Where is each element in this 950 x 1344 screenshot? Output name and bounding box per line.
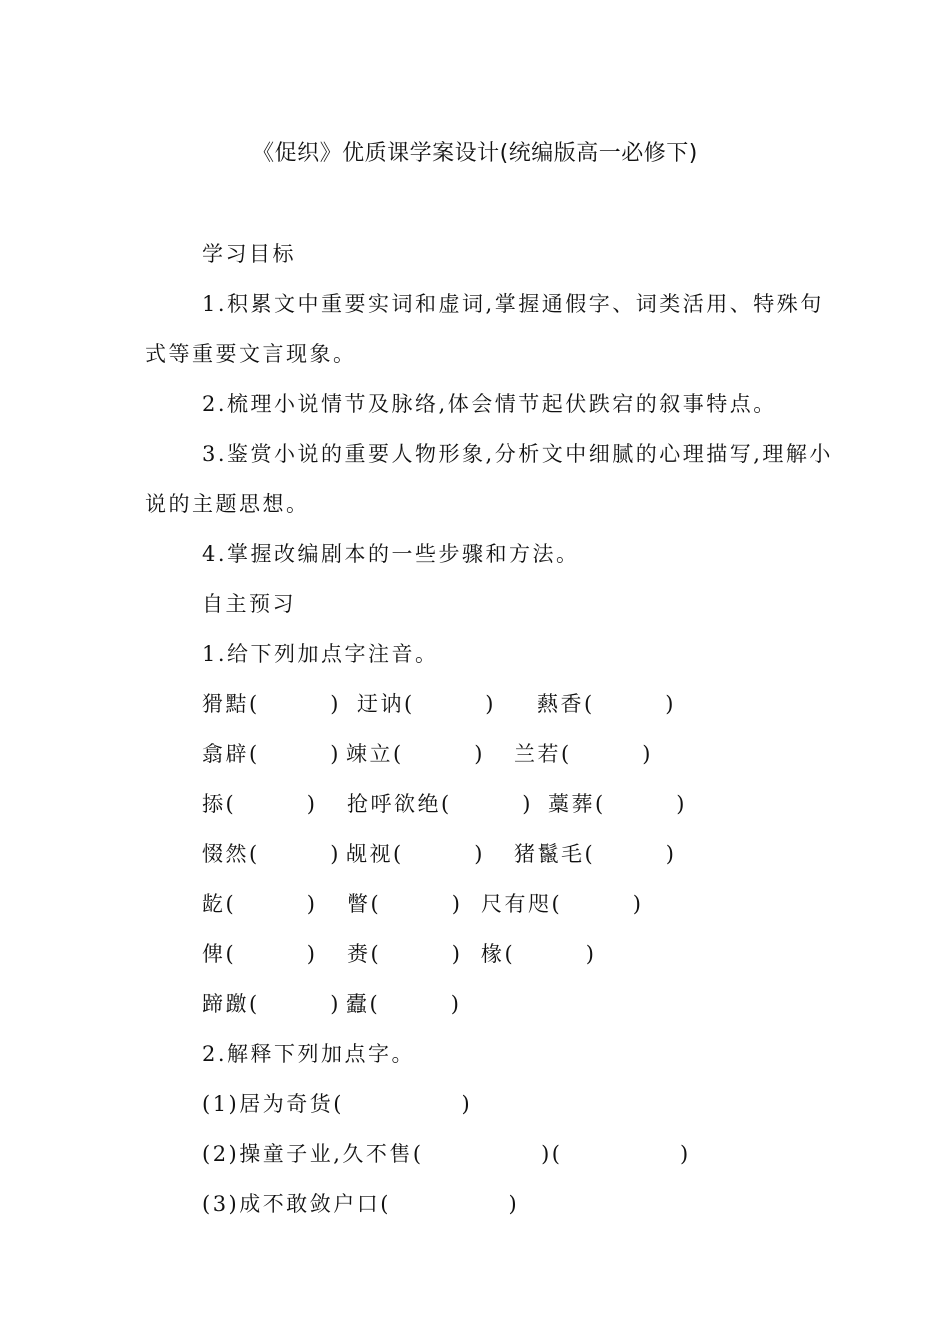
pinyin-item: 蹄躈( ) (202, 992, 341, 1016)
pinyin-item: 觇视( ) (346, 842, 485, 866)
page-title: 《促织》优质课学案设计(统编版高一必修下) (252, 141, 698, 166)
goal-item-1-line-2: 式等重要文言现象。 (145, 342, 357, 366)
definition-item-2: (2)操童子业,久不售( )( ) (202, 1142, 691, 1166)
pinyin-item: 猪鬣毛( ) (514, 842, 677, 866)
pinyin-item: 藁葬( ) (548, 792, 687, 816)
pinyin-item: 尺有咫( ) (481, 892, 644, 916)
pinyin-item: 蠹( ) (346, 992, 462, 1016)
pinyin-item: 掭( ) (202, 792, 318, 816)
goal-item-4: 4.掌握改编剧本的一些步骤和方法。 (202, 542, 580, 566)
pinyin-item: 椽( ) (481, 942, 597, 966)
goals-heading: 学习目标 (202, 242, 296, 266)
preview-question-1: 1.给下列加点字注音。 (202, 642, 439, 666)
pinyin-item: 猾黠( ) (202, 692, 341, 716)
pinyin-item: 抢呼欲绝( ) (347, 792, 533, 816)
pinyin-item: 惙然( ) (202, 842, 341, 866)
goal-item-2: 2.梳理小说情节及脉络,体会情节起伏跌宕的叙事特点。 (202, 392, 777, 416)
pinyin-item: 瞥( ) (347, 892, 463, 916)
definition-item-3: (3)成不敢敛户口( ) (202, 1192, 520, 1216)
pinyin-item: 竦立( ) (346, 742, 485, 766)
preview-heading: 自主预习 (202, 592, 296, 616)
goal-item-3-line-1: 3.鉴赏小说的重要人物形象,分析文中细腻的心理描写,理解小 (202, 442, 833, 466)
pinyin-item: 迂讷( ) (357, 692, 496, 716)
pinyin-item: 翕辟( ) (202, 742, 341, 766)
definition-item-1: (1)居为奇货( ) (202, 1092, 473, 1116)
pinyin-item: 赉( ) (347, 942, 463, 966)
pinyin-item: 兰若( ) (514, 742, 653, 766)
pinyin-item: 龁( ) (202, 892, 318, 916)
pinyin-item: 爇香( ) (537, 692, 676, 716)
pinyin-item: 俾( ) (202, 942, 318, 966)
goal-item-3-line-2: 说的主题思想。 (145, 492, 310, 516)
goal-item-1-line-1: 1.积累文中重要实词和虚词,掌握通假字、词类活用、特殊句 (202, 292, 824, 316)
preview-question-2: 2.解释下列加点字。 (202, 1042, 416, 1066)
